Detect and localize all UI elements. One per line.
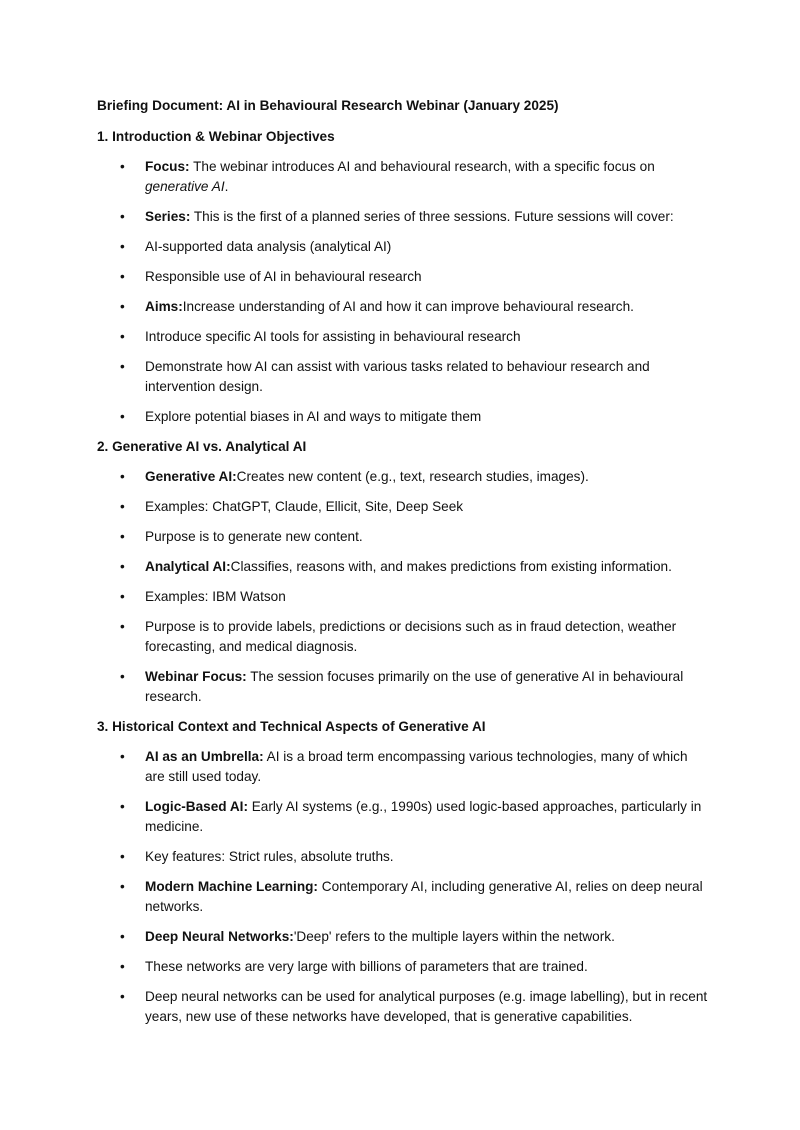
item-text: Key features: Strict rules, absolute truths. (145, 849, 394, 864)
list-item (97, 667, 710, 707)
item-lead: Webinar Focus: (145, 669, 247, 684)
item-lead: Logic-Based AI: (145, 799, 248, 814)
bullet-icon: • (120, 959, 125, 974)
list-item (97, 557, 710, 577)
list-item (97, 357, 710, 397)
bullet-icon: • (120, 409, 125, 424)
list-item (97, 927, 710, 947)
bullet-icon: • (120, 209, 125, 224)
item-text: The session focuses primarily on the use of generative AI in behavioural research. (145, 669, 684, 704)
item-text: Explore potential biases in AI and ways to mitigate them (145, 409, 482, 424)
list-item (97, 407, 710, 427)
list-item (97, 587, 710, 607)
item-text: Introduce specific AI tools for assisting in behavioural research (145, 329, 521, 344)
bullet-icon: • (120, 469, 125, 484)
bullet-icon: • (120, 749, 125, 764)
item-tail: . (224, 179, 229, 194)
item-text: Early AI systems (e.g., 1990s) used logic-based approaches, particularly in medicine. (145, 799, 702, 834)
bullet-icon: • (120, 929, 125, 944)
item-text: 'Deep' refers to the multiple layers within the network. (293, 929, 615, 944)
bullet-icon: • (120, 589, 125, 604)
item-text: Demonstrate how AI can assist with various tasks related to behaviour research and intervention design. (145, 359, 650, 394)
item-text: Creates new content (e.g., text, research studies, images). (236, 469, 589, 484)
bullet-icon: • (120, 299, 125, 314)
list-item (97, 267, 710, 287)
item-text: Contemporary AI, including generative AI, relies on deep neural networks. (145, 879, 703, 914)
item-text: Examples: IBM Watson (145, 589, 286, 604)
bullet-icon: • (120, 989, 125, 1004)
item-lead: Analytical AI: (145, 559, 231, 574)
list-item (97, 157, 710, 197)
bullet-icon: • (120, 669, 125, 684)
bullet-icon: • (120, 849, 125, 864)
list-item (97, 297, 710, 317)
item-text: Classifies, reasons with, and makes predictions from existing information. (230, 559, 672, 574)
list-item (97, 497, 710, 517)
list-item (97, 847, 710, 867)
item-text: These networks are very large with billions of parameters that are trained. (145, 959, 588, 974)
bullet-icon: • (120, 359, 125, 374)
list-item (97, 237, 710, 257)
bullet-list-historical-context (97, 747, 710, 1027)
bullet-icon: • (120, 239, 125, 254)
bullet-icon: • (120, 159, 125, 174)
item-text: Responsible use of AI in behavioural research (145, 269, 422, 284)
section-heading-historical-context: 3. Historical Context and Technical Aspects of Generative AI (97, 719, 486, 734)
list-item (97, 957, 710, 977)
list-item (97, 617, 710, 657)
bullet-icon: • (120, 559, 125, 574)
list-item (97, 747, 710, 787)
bullet-icon: • (120, 879, 125, 894)
bullet-icon: • (120, 499, 125, 514)
document-title: Briefing Document: AI in Behavioural Research Webinar (January 2025) (97, 98, 559, 113)
item-text: Increase understanding of AI and how it can improve behavioural research. (182, 299, 634, 314)
list-item (97, 207, 710, 227)
bullet-icon: • (120, 269, 125, 284)
list-item (97, 327, 710, 347)
item-lead: Focus: (145, 159, 190, 174)
item-text: AI is a broad term encompassing various technologies, many of which are still used today. (145, 749, 688, 784)
bullet-list-generative-vs-analytical (97, 467, 710, 707)
item-text: Examples: ChatGPT, Claude, Ellicit, Site, Deep Seek (145, 499, 464, 514)
item-lead: AI as an Umbrella: (145, 749, 264, 764)
item-lead: Generative AI: (145, 469, 237, 484)
item-text: Purpose is to provide labels, predictions or decisions such as in fraud detection, weather forecasting, and medical diagnosis. (145, 619, 677, 654)
list-item (97, 527, 710, 547)
bullet-icon: • (120, 329, 125, 344)
bullet-icon: • (120, 619, 125, 634)
item-lead: Series: (145, 209, 191, 224)
item-text: Purpose is to generate new content. (145, 529, 363, 544)
list-item (97, 467, 710, 487)
section-heading-introduction: 1. Introduction & Webinar Objectives (97, 129, 335, 144)
item-lead: Modern Machine Learning: (145, 879, 318, 894)
bullet-list-introduction (97, 157, 710, 427)
list-item (97, 797, 710, 837)
item-italic-text: generative AI (145, 179, 225, 194)
bullet-icon: • (120, 529, 125, 544)
section-heading-generative-vs-analytical: 2. Generative AI vs. Analytical AI (97, 439, 307, 454)
item-text: This is the first of a planned series of three sessions. Future sessions will cover: (190, 209, 674, 224)
item-lead: Deep Neural Networks: (145, 929, 294, 944)
item-lead: Aims: (145, 299, 183, 314)
bullet-icon: • (120, 799, 125, 814)
item-text: Deep neural networks can be used for analytical purposes (e.g. image labelling), but in recent years, new use of these networks have developed, that is generative capabilities. (145, 989, 708, 1024)
list-item (97, 987, 710, 1027)
item-text: AI-supported data analysis (analytical AI) (145, 239, 392, 254)
list-item (97, 877, 710, 917)
item-text: The webinar introduces AI and behavioural research, with a specific focus on (189, 159, 655, 174)
